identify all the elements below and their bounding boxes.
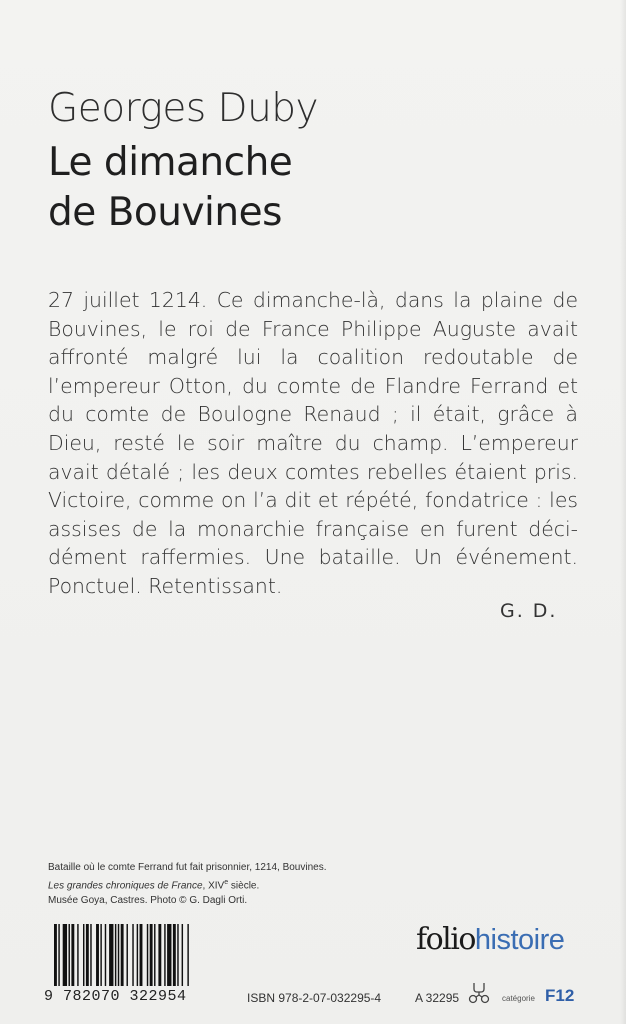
blurb-line: avait détalé ; les deux comtes rebelles étaient pris. — [48, 459, 578, 484]
gallimard-logo-icon — [466, 980, 492, 1006]
credit-source-title: Les grandes chroniques de France — [48, 880, 203, 892]
blurb-line: affronté malgré lui la coalition redoutable de — [48, 345, 578, 370]
barcode-bars — [52, 924, 230, 986]
isbn-number: ISBN 978-2-07-032295-4 — [247, 991, 382, 1005]
credit-century-pre: , XIV — [202, 880, 225, 892]
blurb-line: assises de la monarchie française en furent déci- — [48, 516, 578, 541]
book-title — [48, 138, 292, 238]
category-label: catégorie — [502, 994, 535, 1003]
blurb-line: l’empereur Otton, du comte de Flandre Ferrand et — [48, 373, 578, 398]
credit-line-3: Musée Goya, Castres. Photo © G. Dagli Orti. — [48, 895, 248, 907]
title-line-1: Le dimanche — [48, 140, 293, 185]
blurb-line: Bouvines, le roi de France Philippe Auguste avait — [48, 316, 578, 341]
image-credits — [48, 860, 327, 908]
credit-line-2 — [48, 875, 327, 893]
product-code: A 32295 — [415, 991, 460, 1005]
folio-histoire-logo — [416, 922, 564, 957]
credit-century-sup: e — [224, 879, 229, 886]
title-line-2: de Bouvines — [48, 190, 282, 235]
signature-initials: G. D. — [500, 600, 558, 622]
folio-wordmark: folio — [416, 922, 475, 957]
histoire-wordmark: histoire — [474, 924, 565, 956]
blurb-line: Ponctuel. Retentissant. — [48, 573, 283, 598]
blurb-line: Victoire, comme on l’a dit et répété, fondatrice : les — [48, 488, 578, 513]
barcode — [52, 924, 230, 994]
blurb-line: dément raffermies. Une bataille. Un événement. — [48, 545, 578, 570]
blurb-line: Dieu, resté le soir maître du champ. L’empereur — [48, 430, 578, 455]
credit-line-1: Bataille où le comte Ferrand fut fait prisonnier, 1214, Bouvines. — [48, 862, 327, 873]
author-name: Georges Duby — [48, 86, 319, 131]
blurb-line: 27 juillet 1214. Ce dimanche-là, dans la plaine de — [48, 288, 578, 312]
category-code: F12 — [545, 986, 575, 1005]
blurb-text — [48, 286, 578, 601]
cover-edge — [620, 0, 626, 1024]
credit-century-post: siècle. — [228, 880, 260, 892]
blurb-line: du comte de Boulogne Renaud ; il était, grâce à — [48, 402, 578, 427]
barcode-digits: 9 782070 322954 — [44, 988, 187, 1005]
